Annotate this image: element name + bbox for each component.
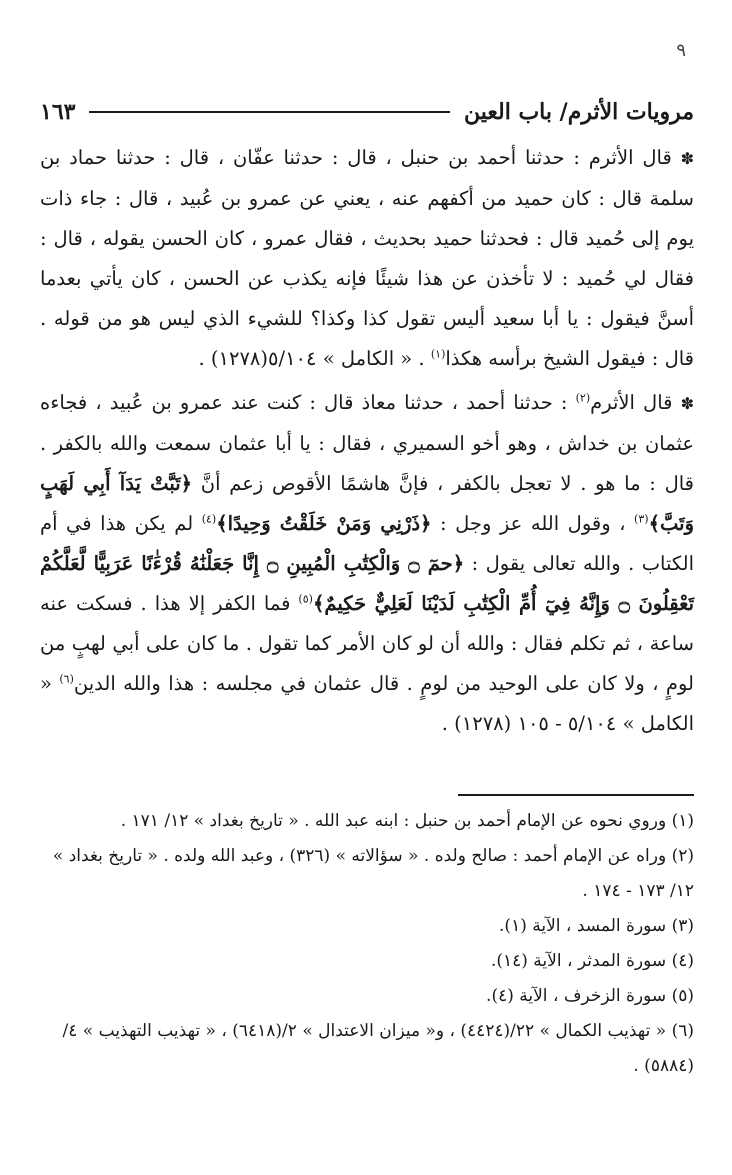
footnote-ref-1[interactable]: (١): [430, 347, 446, 361]
footnote-2: (٢) وراه عن الإمام أحمد : صالح ولده . « سؤالاته » (٣٢٦) ، وعبد الله ولده . « تاريخ بغداد » ١٢/ ١٧٣ - ١٧٤ .: [52, 846, 694, 901]
main-text: [40, 138, 694, 748]
footnote-separator: [458, 794, 694, 796]
footnote-ref-6[interactable]: (٦): [59, 672, 74, 686]
star-icon: ✽: [680, 394, 694, 413]
page-number: ١٦٣: [40, 99, 76, 125]
footnote-1: (١) وروي نحوه عن الإمام أحمد بن حنبل : ابنه عبد الله . « تاريخ بغداد » ١٢/ ١٧١ .: [120, 811, 694, 831]
paragraph-2-source: « الكامل » ٥/١٠٤ - ١٠٥ (١٢٧٨) .: [40, 672, 694, 735]
running-title: مرويات الأثرم/ باب العين: [464, 99, 694, 125]
footnote-ref-3[interactable]: (٣): [634, 512, 649, 526]
paragraph-2-seg3: لم يكن هذا في أم الكتاب . والله تعالى يقول :: [40, 512, 695, 575]
paragraph-1-source: . « الكامل » ٥/١٠٤(١٢٧٨) .: [198, 347, 425, 370]
footnotes: [40, 804, 694, 1084]
quran-verse-2: ﴿ذَرْنِي وَمَنْ خَلَقْتُ وَحِيدًا﴾: [216, 512, 432, 535]
paragraph-1-text: قال الأثرم : حدثنا أحمد بن حنبل ، قال : حدثنا عفّان ، قال : حدثنا حماد بن سلمة قال : كان حميد من أكفهم عنه ، يعني عن عمرو بن عُبيد ، قال : جاء ذات يوم إلى حُميد قال : فحدثنا حميد بحديث ، فقال عمرو ، كان الحسن يقوله ، قال : فقال لي حُميد : لا تأخذن عن هذا شيئًا فإنه يكذب عن الحسن ، كان يأتي بعدما أسنَّ فيقول : يا أبا سعيد أليس تقول كذا وكذا؟ للشيء الذي ليس هو من قوله . قال : فيقول الشيخ برأسه هكذا: [40, 146, 694, 370]
running-header: [40, 92, 694, 132]
footnote-4: (٤) سورة المدثر ، الآية (١٤).: [490, 951, 694, 971]
quran-verse-3: ﴿حمٓ ۝ وَالْكِتَٰبِ الْمُبِينِ ۝ إِنَّا جَعَلْنَٰهُ قُرْءَٰنًا عَرَبِيًّا لَّعَلَّكُمْ تَعْقِلُونَ ۝ وَإِنَّهُ فِيٓ أُمِّ الْكِتَٰبِ لَدَيْنَا لَعَلِيٌّ حَكِيمٌ﴾: [40, 552, 695, 615]
paragraph-2-seg2: ، وقول الله عز وجل :: [440, 512, 626, 535]
footnote-ref-2[interactable]: (٢): [575, 391, 591, 405]
footnote-ref-4[interactable]: (٤): [201, 512, 217, 526]
paragraph-1: [40, 138, 694, 379]
footnote-ref-5[interactable]: (٥): [298, 592, 313, 606]
star-icon: ✽: [680, 149, 695, 168]
paragraph-2-seg4: فما الكفر إلا هذا . فسكت عنه ساعة ، ثم تكلم فقال : والله أن لو كان الأمر كما تقول . ما كان على أبي لهبٍ من لومٍ ، ولا كان على الوحيد من لومٍ . قال عثمان في مجلسه : هذا والله الدين: [40, 592, 694, 695]
footnote-6: (٦) « تهذيب الكمال » ٢٢/(٤٤٢٤) ، و« ميزان الاعتدال » ٢/(٦٤١٨) ، « تهذيب التهذيب » ٤/ (٥٨٨٤) .: [62, 1021, 694, 1076]
paragraph-2-lead: قال الأثرم: [590, 391, 673, 414]
paragraph-2-seg1: : حدثنا أحمد ، حدثنا معاذ قال : كنت عند عمرو بن عُبيد ، فجاءه عثمان بن خداش ، وهو أخو السميري ، فقال : يا أبا عثمان سمعت والله بالكفر . قال : ما هو . لا تعجل بالكفر ، فإنَّ هاشمًا الأقوص زعم أنَّ: [40, 391, 695, 495]
header-rule: [89, 111, 450, 113]
footnote-3: (٣) سورة المسد ، الآية (١).: [499, 916, 694, 936]
quran-verse-1: ﴿تَبَّتْ يَدَآ أَبِي لَهَبٍ وَتَبَّ﴾: [40, 472, 694, 535]
corner-mark: ٩: [676, 40, 686, 61]
footnote-5: (٥) سورة الزخرف ، الآية (٤).: [486, 986, 694, 1006]
paragraph-2: [40, 383, 694, 744]
